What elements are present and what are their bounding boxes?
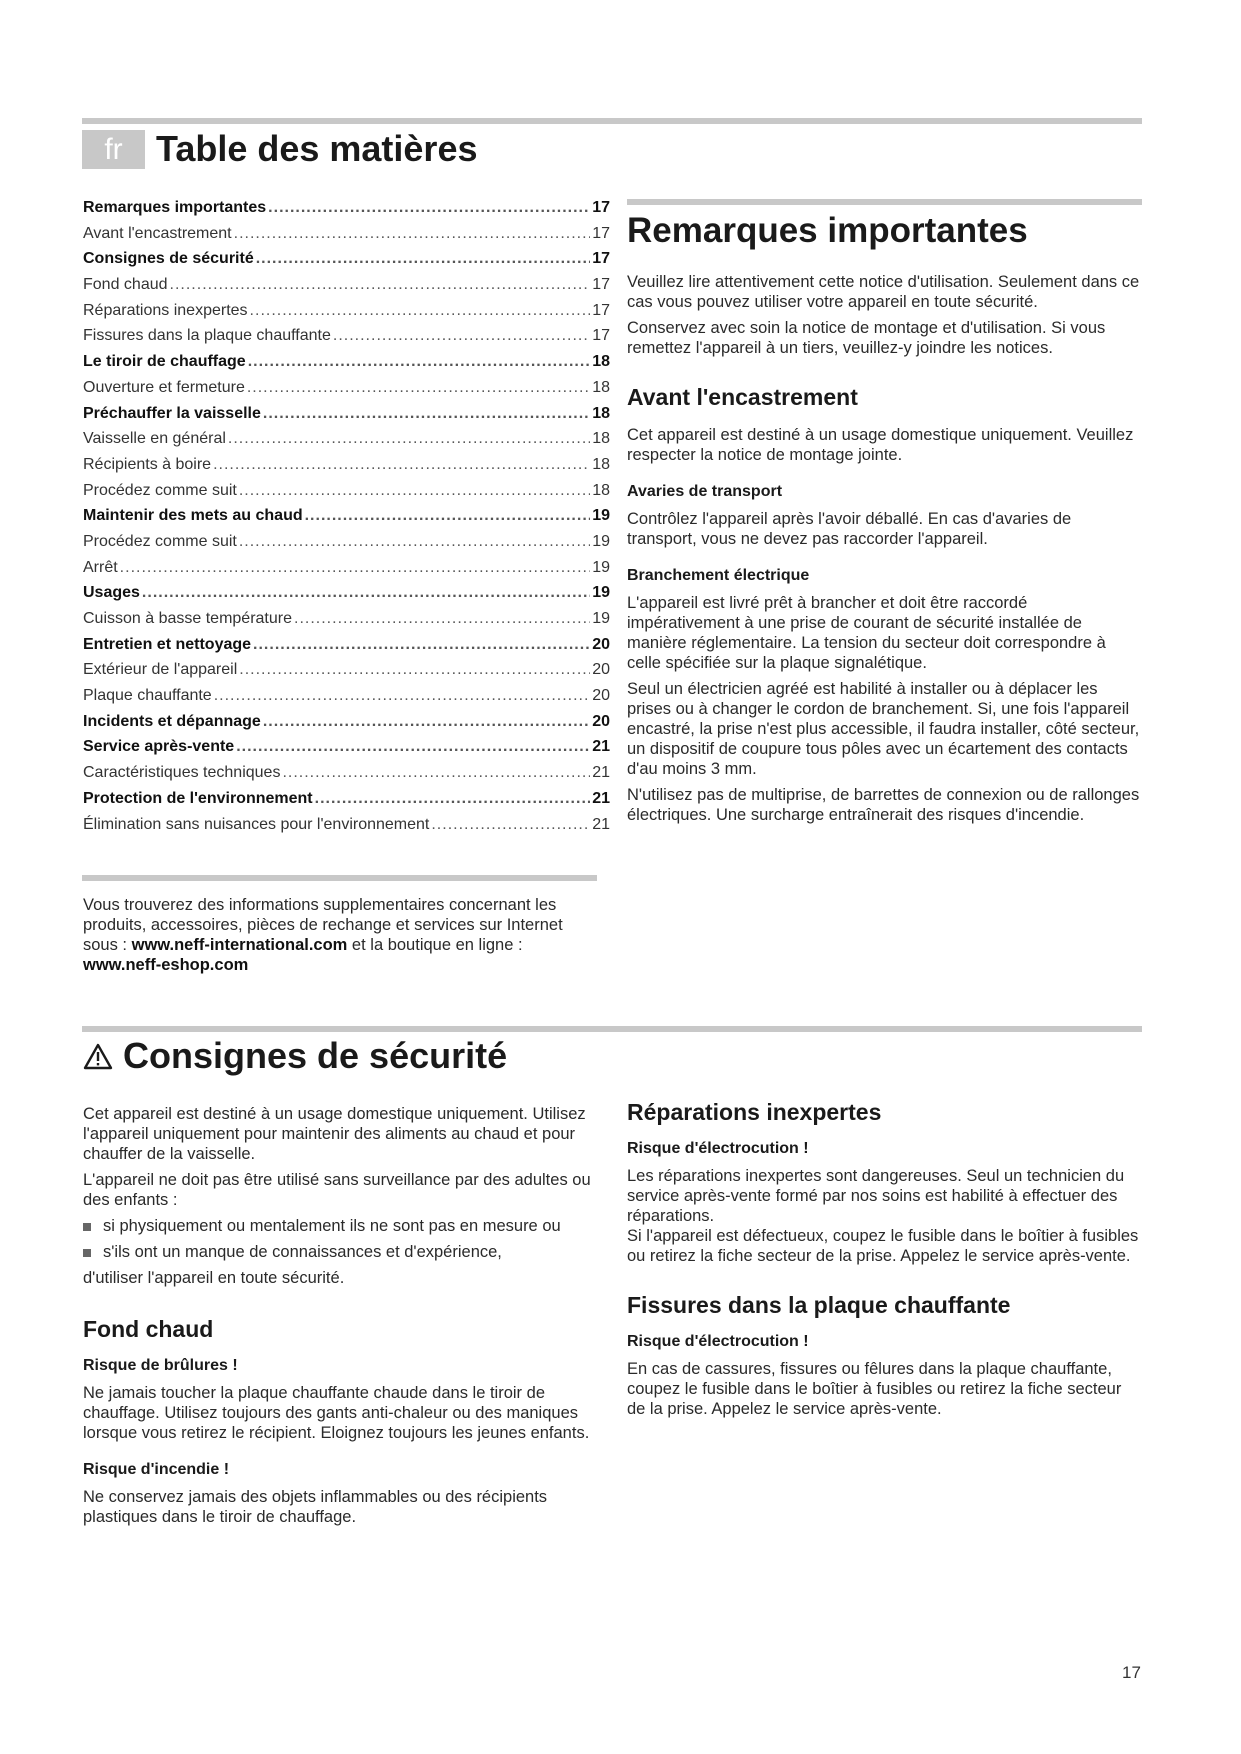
toc-leader-dots (263, 713, 590, 731)
toc-entry[interactable] (83, 507, 610, 533)
toc-entry-page: 18 (592, 353, 610, 371)
toc-entry-page: 17 (592, 199, 610, 216)
reparations-p1: Les réparations inexpertes sont dangereuses. Seul un technicien du service après-vente formé par nos soins est habilité à effectuer des réparations. (627, 1167, 1125, 1225)
toc-leader-dots (236, 738, 590, 756)
toc-leader-dots (268, 199, 590, 217)
info-text: Vous trouverez des informations supplementaires concernant les produits, accessoires, pièces de rechange et services sur Internet sous : www.neff-international.com et la boutique en ligne : www.neff-eshop.com (83, 896, 563, 974)
bullet-item: si physiquement ou mentalement ils ne sont pas en mesure ou (83, 1216, 603, 1236)
consignes-title: Consignes de sécurité (123, 1035, 508, 1076)
toc-entry-label: Récipients à boire (83, 455, 212, 473)
toc-entry-page: 18 (592, 481, 610, 499)
toc-entry[interactable] (83, 559, 610, 585)
toc-leader-dots (142, 584, 590, 602)
reparations-p2: Si l'appareil est défectueux, coupez le fusible dans le boîtier à fusibles ou retirez la fiche secteur de la prise. Appelez le service après-vente. (627, 1227, 1139, 1265)
toc-entry-page: 20 (592, 687, 610, 705)
avant-p: Cet appareil est destiné à un usage domestique uniquement. Veuillez respecter la notice de montage jointe. (627, 426, 1134, 464)
toc-leader-dots (234, 225, 591, 243)
remarques-rule (627, 199, 1142, 205)
toc-entry-page: 19 (592, 532, 610, 550)
avant-title: Avant l'encastrement (627, 384, 858, 410)
toc-entry[interactable] (83, 456, 610, 482)
toc-leader-dots (239, 661, 590, 679)
toc-entry-label: Ouverture et fermeture (83, 378, 245, 396)
toc-entry-page: 18 (592, 430, 610, 448)
toc-leader-dots (247, 379, 590, 397)
toc-entry-label: Caractéristiques techniques (83, 764, 281, 782)
toc-leader-dots (282, 764, 590, 782)
toc-entry-label: Réparations inexpertes (83, 301, 248, 319)
toc-leader-dots (239, 533, 590, 551)
toc-entry-page: 19 (592, 584, 610, 602)
brulures-title: Risque de brûlures ! (83, 1357, 238, 1374)
toc-leader-dots (263, 405, 590, 423)
remarques-title: Remarques importantes (627, 211, 1028, 250)
toc-entry[interactable] (83, 610, 610, 636)
toc-entry[interactable] (83, 816, 610, 842)
toc-entry[interactable] (83, 405, 610, 431)
bullet-item: s'ils ont un manque de connaissances et d'expérience, (83, 1242, 603, 1262)
page-number: 17 (1122, 1663, 1141, 1682)
language-badge: fr (82, 130, 145, 169)
table-of-contents (83, 199, 610, 841)
toc-entry[interactable] (83, 379, 610, 405)
remarques-section (627, 210, 1142, 825)
toc-entry-page: 17 (592, 301, 610, 319)
branchement-title: Branchement électrique (627, 567, 810, 584)
toc-entry[interactable] (83, 713, 610, 739)
toc-entry-label: Procédez comme suit (83, 481, 237, 499)
toc-entry-page: 21 (592, 764, 610, 782)
toc-entry-label: Consignes de sécurité (83, 250, 254, 268)
toc-entry-page: 21 (592, 815, 610, 833)
toc-entry[interactable] (83, 533, 610, 559)
toc-leader-dots (250, 302, 591, 320)
remarques-p1: Veuillez lire attentivement cette notice d'utilisation. Seulement dans ce cas vous pouvez utiliser votre appareil en toute sécurité. (627, 273, 1140, 311)
toc-entry[interactable] (83, 199, 610, 225)
fond-title: Fond chaud (83, 1316, 214, 1342)
neff-international-link[interactable]: www.neff-international.com (131, 936, 348, 954)
toc-entry-label: Cuisson à basse température (83, 610, 292, 627)
toc-entry-label: Remarques importantes (83, 199, 267, 216)
reparations-title: Réparations inexpertes (627, 1099, 882, 1125)
elec1-title: Risque d'électrocution ! (627, 1140, 809, 1157)
toc-entry-label: Le tiroir de chauffage (83, 353, 246, 371)
consignes-rule (82, 1026, 1142, 1032)
neff-eshop-link[interactable]: www.neff-eshop.com (83, 956, 249, 974)
toc-entry-label: Usages (83, 584, 140, 602)
remarques-p2: Conservez avec soin la notice de montage et d'utilisation. Si vous remettez l'appareil à un tiers, veuillez-y joindre les notices. (627, 319, 1106, 357)
toc-leader-dots (213, 456, 590, 474)
toc-entry-label: Maintenir des mets au chaud (83, 507, 303, 525)
toc-entry-page: 18 (592, 378, 610, 396)
toc-entry-page: 18 (592, 404, 610, 422)
toc-entry-label: Arrêt (83, 558, 118, 576)
toc-entry[interactable] (83, 636, 610, 662)
toc-entry[interactable] (83, 584, 610, 610)
fissures-p: En cas de cassures, fissures ou fêlures dans la plaque chauffante, coupez le fusible dans le boîtier à fusibles ou retirez la fiche secteur de la prise. Appelez le service après-vente. (627, 1360, 1122, 1418)
toc-entry-label: Service après-vente (83, 738, 235, 756)
toc-entry-page: 17 (592, 327, 610, 345)
toc-leader-dots (214, 687, 591, 705)
toc-entry-page: 17 (592, 276, 610, 294)
toc-entry-page: 19 (592, 558, 610, 576)
warning-icon (83, 1036, 113, 1080)
consignes-right (627, 1099, 1142, 1419)
toc-leader-dots (228, 430, 590, 448)
toc-leader-dots (170, 276, 591, 294)
toc-entry-label: Avant l'encastrement (83, 224, 232, 242)
info-rule (82, 875, 597, 881)
toc-leader-dots (315, 790, 591, 808)
brulures-p: Ne jamais toucher la plaque chauffante chaude dans le tiroir de chauffage. Utilisez toujours des gants anti-chaleur ou des maniques lorsque vous retirez le récipient. Eloignez toujours les jeunes enfants. (83, 1384, 590, 1442)
toc-leader-dots (256, 250, 590, 268)
toc-entry-label: Fissures dans la plaque chauffante (83, 327, 331, 345)
toc-leader-dots (294, 610, 590, 628)
toc-entry-page: 20 (592, 661, 610, 679)
toc-entry-page: 17 (592, 250, 610, 268)
toc-leader-dots (253, 636, 590, 654)
toc-entry-page: 20 (592, 712, 610, 730)
branchement-p3: N'utilisez pas de multiprise, de barrettes de connexion ou de rallonges électriques. Une surcharge entraînerait des risques d'incendie. (627, 786, 1140, 824)
consignes-header (83, 1034, 883, 1080)
toc-leader-dots (305, 507, 591, 525)
toc-entry[interactable] (83, 250, 610, 276)
toc-entry[interactable] (83, 225, 610, 251)
consignes-p1: Cet appareil est destiné à un usage domestique uniquement. Utilisez l'appareil uniquement pour maintenir des aliments au chaud et pour chauffer de la vaisselle. (83, 1105, 586, 1163)
toc-entry-page: 20 (592, 635, 610, 653)
incendie-p: Ne conservez jamais des objets inflammables ou des récipients plastiques dans le tiroir de chauffage. (83, 1488, 548, 1526)
toc-entry-label: Entretien et nettoyage (83, 635, 252, 653)
toc-entry-label: Préchauffer la vaisselle (83, 404, 261, 422)
toc-entry-page: 18 (592, 455, 610, 473)
consignes-p2: L'appareil ne doit pas être utilisé sans surveillance par des adultes ou des enfants : (83, 1171, 591, 1209)
toc-entry[interactable] (83, 661, 610, 687)
toc-entry-label: Procédez comme suit (83, 532, 237, 550)
toc-entry-page: 19 (592, 507, 610, 525)
branchement-p2: Seul un électricien agréé est habilité à installer ou à déplacer les prises ou à changer le cordon de branchement. Si, une fois l'appareil encastré, la prise n'est plus accessible, il faudra installer, côté secteur, un dispositif de coupure tous pôles avec un écartement des contacts d'au moins 3 mm. (627, 680, 1140, 778)
toc-entry-label: Protection de l'environnement (83, 789, 313, 807)
toc-entry[interactable] (83, 687, 610, 713)
toc-entry-label: Incidents et dépannage (83, 712, 261, 730)
toc-entry-page: 21 (592, 789, 610, 807)
incendie-title: Risque d'incendie ! (83, 1461, 230, 1478)
toc-leader-dots (333, 327, 590, 345)
toc-entry-page: 21 (592, 738, 610, 756)
toc-entry[interactable] (83, 738, 610, 764)
toc-entry[interactable] (83, 790, 610, 816)
toc-entry[interactable] (83, 353, 610, 379)
toc-entry[interactable] (83, 327, 610, 353)
toc-entry-label: Élimination sans nuisances pour l'environnement (83, 815, 430, 833)
toc-entry[interactable] (83, 764, 610, 790)
toc-entry-label: Plaque chauffante (83, 687, 212, 705)
toc-title: Table des matières (156, 128, 478, 169)
toc-entry[interactable] (83, 302, 610, 328)
toc-entry[interactable] (83, 430, 610, 456)
toc-entry-label: Fond chaud (83, 276, 168, 294)
toc-entry-label: Extérieur de l'appareil (83, 661, 238, 679)
avaries-title: Avaries de transport (627, 483, 783, 500)
toc-entry-label: Vaisselle en général (83, 430, 226, 448)
toc-leader-dots (431, 816, 590, 834)
toc-entry-page: 17 (592, 224, 610, 242)
consignes-left (83, 1104, 603, 1527)
top-rule (82, 118, 1142, 124)
consignes-p3: d'utiliser l'appareil en toute sécurité. (83, 1269, 345, 1287)
branchement-p1: L'appareil est livré prêt à brancher et doit être raccordé impérativement à une prise de courant de sécurité installée de manière réglementaire. La tension du secteur doit correspondre à celle spécifiée sur la plaque signalétique. (627, 594, 1106, 672)
toc-entry[interactable] (83, 276, 610, 302)
toc-entry-page: 19 (592, 610, 610, 627)
toc-leader-dots (239, 482, 590, 500)
fissures-title: Fissures dans la plaque chauffante (627, 1292, 1011, 1318)
avaries-p: Contrôlez l'appareil après l'avoir déballé. En cas d'avaries de transport, vous ne devez pas raccorder l'appareil. (627, 510, 1072, 548)
toc-entry[interactable] (83, 482, 610, 508)
toc-leader-dots (248, 353, 591, 371)
elec2-title: Risque d'électrocution ! (627, 1333, 809, 1350)
toc-leader-dots (120, 559, 591, 577)
